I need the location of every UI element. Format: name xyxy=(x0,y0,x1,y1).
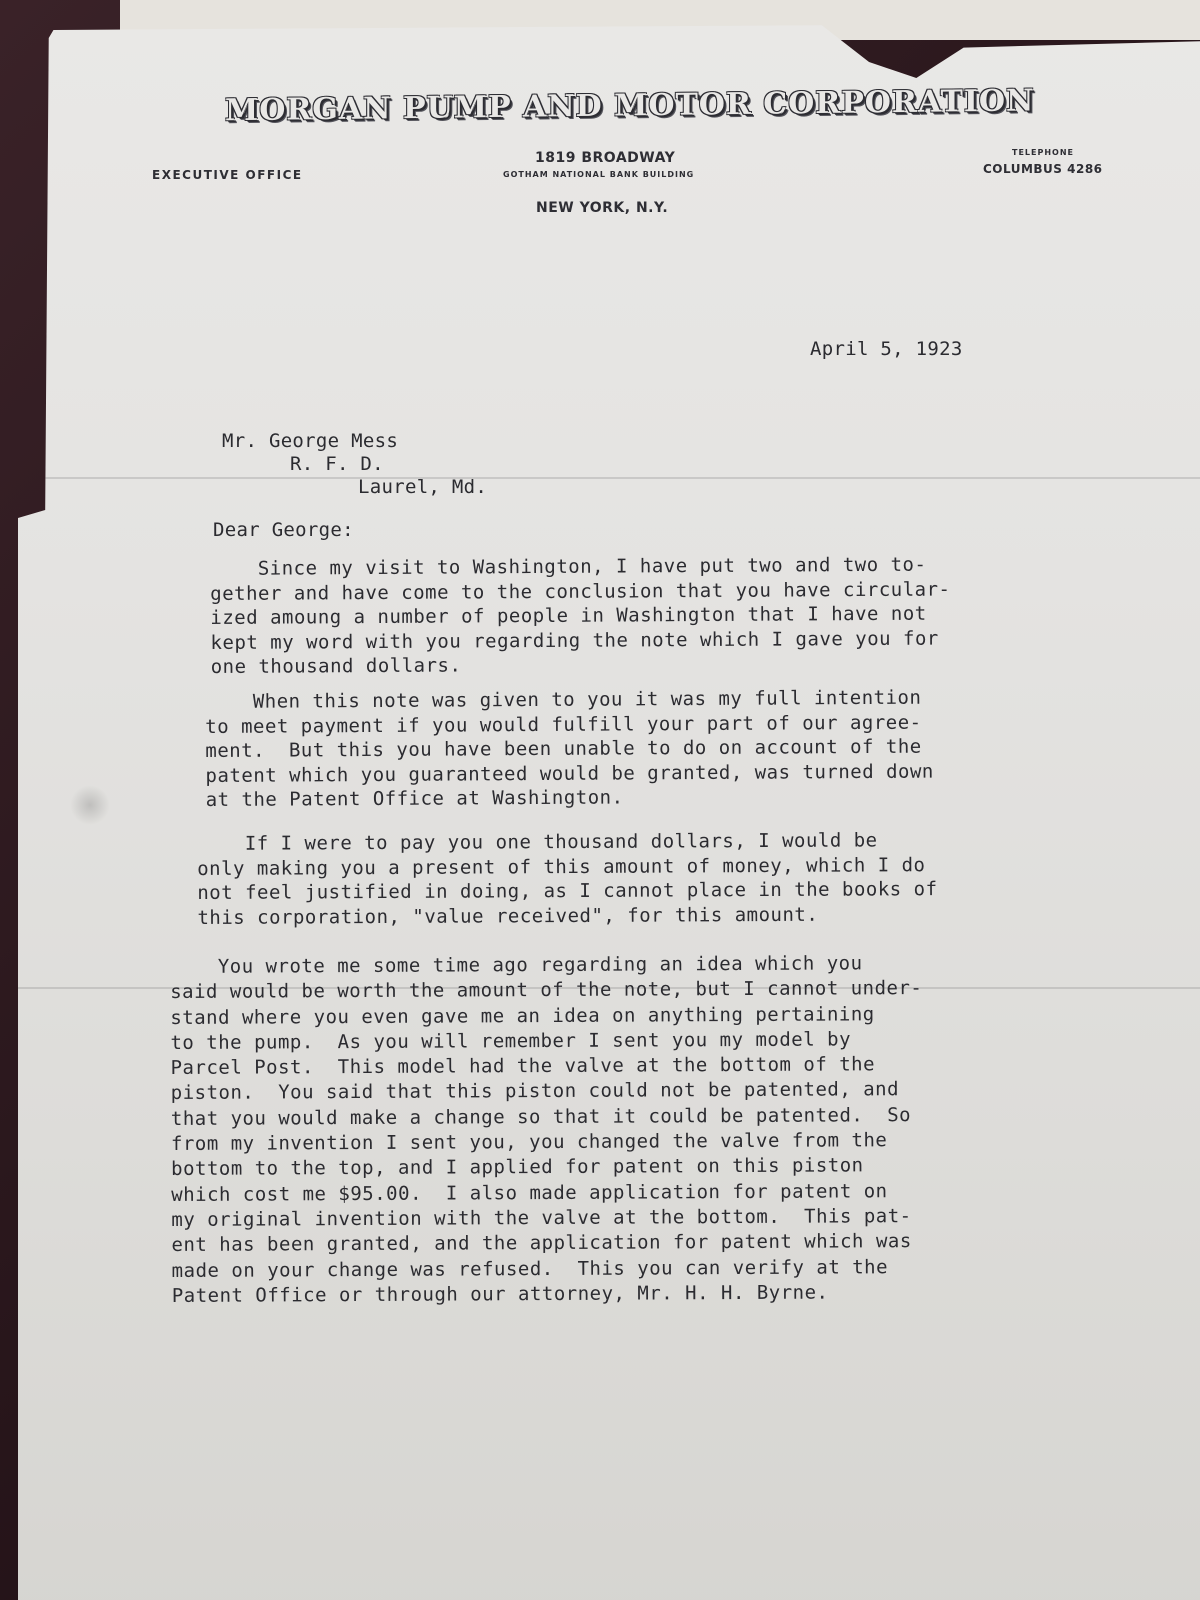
recipient-town: Laurel, Md. xyxy=(358,476,488,498)
recipient-name: Mr. George Mess xyxy=(222,430,399,452)
telephone-number: COLUMBUS 4286 xyxy=(983,162,1103,176)
paragraph-1: Since my visit to Washington, I have put two and two to- gether and have come to the conclusion that you have circular- ized amoung a number of people in Washington that I have not kept my word with you regarding the note which I gave you for one thousand dollars. xyxy=(210,553,951,678)
paragraph-3: If I were to pay you one thousand dollars, I would be only making you a present of this amount of money, which I do not feel justified in doing, as I cannot place in the books of this corporation, "value received", for this amount. xyxy=(197,829,938,929)
paragraph-4: You wrote me some time ago regarding an idea which you said would be worth the amount of the note, but I cannot under- stand where you even gave me an idea on anything pertaining to the pump. As you will remember I sent you my model by Parcel Post. This model had the valve at the bottom of the piston. You said that this piston could not be patented, and that you would make a change so that it could be patented. So from my invention I sent you, you changed the valve from the bottom to the top, and I applied for patent on this piston which cost me $95.00. I also made application for patent on my original invention with the valve at the bottom. This pat- ent has been granted, and the application for patent which was made on your change was refused. This you can verify at the Patent Office or through our attorney, Mr. H. H. Byrne. xyxy=(170,952,923,1307)
salutation: Dear George: xyxy=(213,519,354,541)
executive-office-label: EXECUTIVE OFFICE xyxy=(152,168,303,182)
letter-date: April 5, 1923 xyxy=(810,338,963,360)
company-name: MORGAN PUMP AND MOTOR CORPORATION xyxy=(225,83,1035,129)
letter-page xyxy=(18,22,1200,1600)
recipient-route: R. F. D. xyxy=(290,453,384,475)
address-street: 1819 BROADWAY xyxy=(535,150,676,166)
address-building: GOTHAM NATIONAL BANK BUILDING xyxy=(503,170,695,179)
paragraph-2: When this note was given to you it was my full intention to meet payment if you would fulfill your part of our agree- ment. But this you have been unable to do on account of the patent which you guaranteed would be granted, was turned down at the Patent Office at Washington. xyxy=(205,686,934,811)
paper-fold xyxy=(18,477,1200,479)
telephone-label: TELEPHONE xyxy=(1012,148,1075,157)
smudge-mark xyxy=(70,785,110,825)
address-city: NEW YORK, N.Y. xyxy=(536,200,669,216)
